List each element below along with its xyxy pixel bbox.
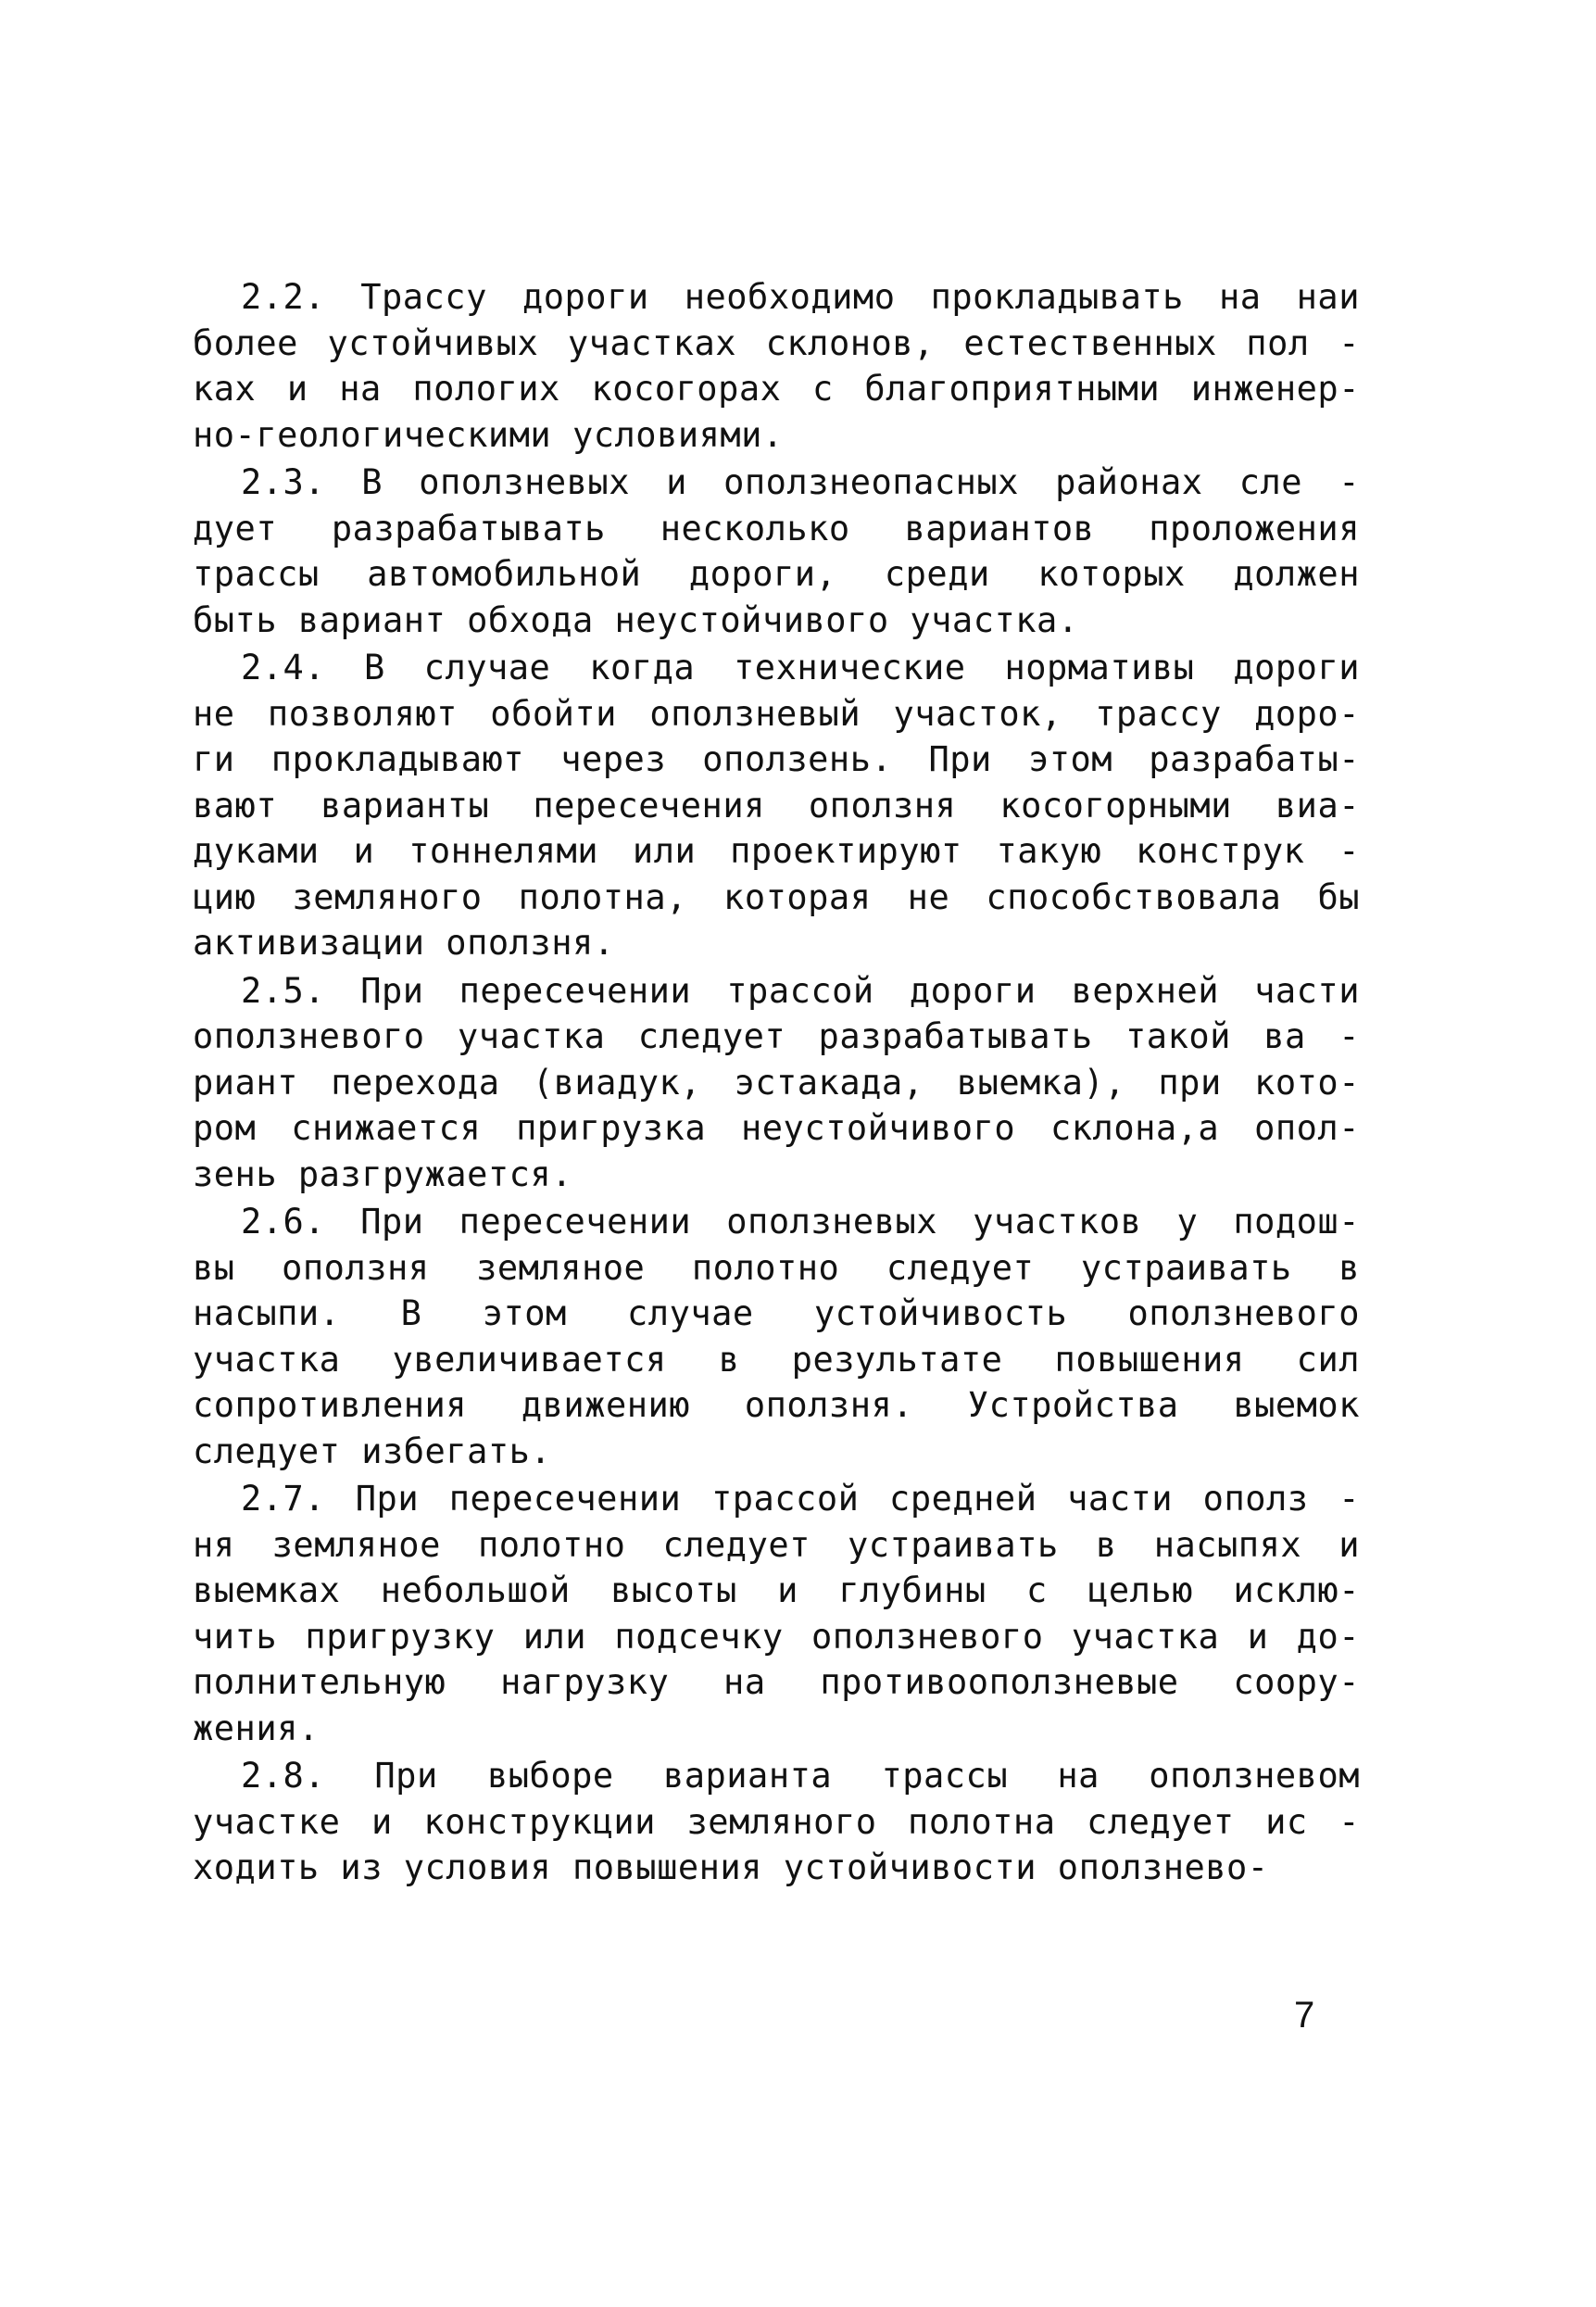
text-line: ги прокладывают через оползень. При этом разрабаты- [193,739,1360,779]
text-line: участка увеличивается в результате повышения сил [193,1339,1360,1380]
text-line: жения. [193,1708,320,1748]
text-line: ня земляное полотно следует устраивать в насыпях и [193,1524,1360,1565]
text-line: но-геологическими условиями. [193,414,784,455]
paragraph-2-6 [193,1199,1360,1474]
text-line: ходить из условия повышения устойчивости оползнево- [193,1847,1269,1887]
text-line: активизации оползня. [193,923,615,963]
text-line: дуками и тоннелями или проектируют такую конструк - [193,831,1360,871]
text-line: 2.7. При пересечении трассой средней части ополз - [241,1479,1360,1519]
text-line: не позволяют обойти оползневый участок, трассу доро- [193,693,1360,734]
text-line: участке и конструкции земляного полотна следует ис - [193,1801,1360,1842]
text-line: сопротивления движению оползня. Устройства выемок [193,1385,1360,1425]
text-line: 2.3. В оползневых и оползнеопасных районах сле - [241,462,1360,502]
text-line: более устойчивых участках склонов, естественных пол - [193,322,1360,363]
text-line: насыпи. В этом случае устойчивость оползневого [193,1293,1360,1333]
paragraph-2-3 [193,460,1360,643]
paragraph-2-8 [193,1753,1360,1891]
paragraph-2-2 [193,274,1360,458]
text-line: 2.8. При выборе варианта трассы на оползневом [241,1756,1360,1796]
text-line: следует избегать. [193,1431,552,1471]
text-line: 2.2. Трассу дороги необходимо прокладывать на наи [241,277,1360,317]
paragraph-2-5 [193,968,1360,1198]
text-line: полнительную нагрузку на противооползневые соору- [193,1662,1360,1702]
body-text [193,274,1360,1893]
text-line: зень разгружается. [193,1154,572,1194]
text-line: трассы автомобильной дороги, среди которых должен [193,554,1360,594]
text-line: вают варианты пересечения оползня косогорными виа- [193,785,1360,826]
paragraph-2-7 [193,1476,1360,1751]
text-line: быть вариант обхода неустойчивого участка. [193,599,1079,640]
paragraph-2-4 [193,645,1360,966]
text-line: дует разрабатывать несколько вариантов проложения [193,508,1360,548]
text-line: ром снижается пригрузка неустойчивого склона,а опол- [193,1108,1360,1148]
text-line: 2.4. В случае когда технические нормативы дороги [241,648,1360,687]
text-line: выемках небольшой высоты и глубины с целью исклю- [193,1570,1360,1610]
text-line: чить пригрузку или подсечку оползневого участка и до- [193,1616,1360,1657]
text-line: 2.6. При пересечении оползневых участков у подош- [241,1202,1360,1242]
page-number: 7 [1294,1995,1315,2036]
text-line: 2.5. При пересечении трассой дороги верхней части [241,970,1360,1011]
text-line: цию земляного полотна, которая не способствовала бы [193,876,1360,917]
text-line: ках и на пологих косогорах с благоприятными инженер- [193,369,1360,409]
text-line: вы оползня земляное полотно следует устраивать в [193,1247,1360,1288]
text-line: риант перехода (виадук, эстакада, выемка), при кото- [193,1062,1360,1103]
text-line: оползневого участка следует разрабатывать такой ва - [193,1016,1360,1056]
